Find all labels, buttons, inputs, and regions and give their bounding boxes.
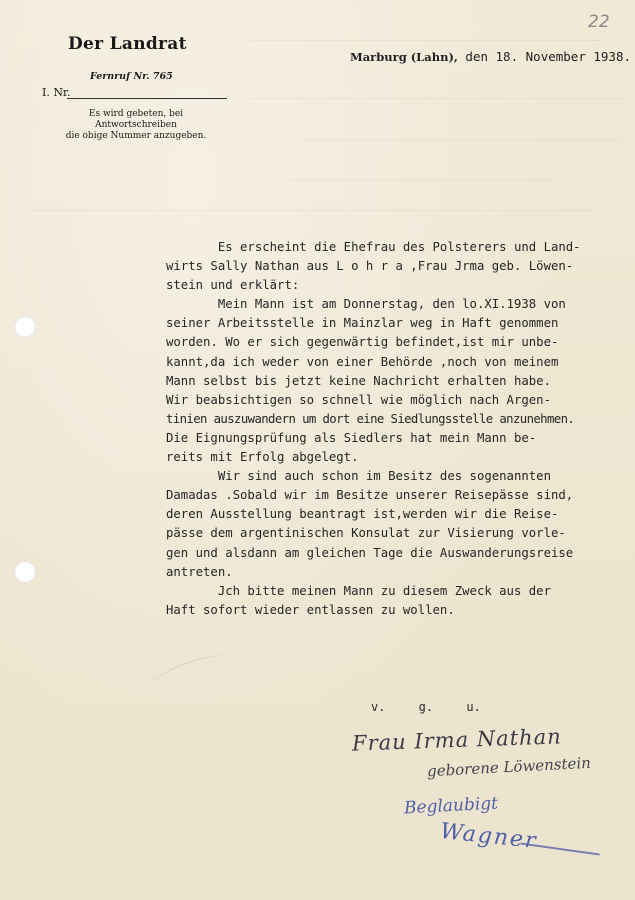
- pencil-mark: [149, 649, 231, 696]
- letterhead-title: Der Landrat: [68, 34, 187, 54]
- body-line: tinien auszuwandern um dort eine Siedlungsstelle anzunehmen.: [166, 411, 575, 426]
- body-line: wirts Sally Nathan aus L o h r a ,Frau Jrma geb. Löwen-: [166, 259, 574, 274]
- body-line: pässe dem argentinischen Konsulat zur Visierung vorle-: [166, 526, 566, 541]
- official-signature: Wagner: [438, 818, 539, 855]
- body-line: Wir sind auch schon im Besitz des sogenannten: [166, 469, 551, 484]
- letterhead-phone: Fernruf Nr. 765: [90, 71, 173, 82]
- body-line: worden. Wo er sich gegenwärtig befindet,ist mir unbe-: [166, 335, 559, 350]
- dateline-place: Marburg (Lahn),: [350, 50, 458, 64]
- body-line: Haft sofort wieder entlassen zu wollen.: [166, 602, 455, 617]
- body-line: kannt,da ich weder von einer Behörde ,noch von meinem: [166, 354, 559, 369]
- statement-body: [166, 238, 618, 620]
- dateline-date: den 18. November 1938.: [457, 49, 631, 64]
- page-number: 22: [588, 12, 610, 32]
- body-line: seiner Arbeitsstelle in Mainzlar weg in Haft genommen: [166, 316, 559, 331]
- body-line: Jch bitte meinen Mann zu diesem Zweck aus der: [166, 583, 551, 598]
- body-line: gen und alsdann am gleichen Tage die Auswanderungsreise: [166, 545, 574, 560]
- closing-vgu: v. g. u.: [371, 700, 481, 714]
- punch-hole-top: [14, 316, 36, 338]
- letterhead-note-line: Es wird gebeten, bei Antwortschreiben: [88, 109, 184, 130]
- body-line: Es erscheint die Ehefrau des Polsterers und Land-: [166, 240, 581, 254]
- dateline: [350, 49, 631, 64]
- body-line: Wir beabsichtigen so schnell wie möglich nach Argen-: [166, 392, 551, 407]
- certification-note: Beglaubigt: [403, 793, 499, 819]
- letterhead-note: [50, 109, 222, 142]
- body-line: reits mit Erfolg abgelegt.: [166, 450, 359, 465]
- body-line: antreten.: [166, 564, 233, 579]
- body-line: stein und erklärt:: [166, 278, 300, 293]
- reference-line: [67, 98, 227, 99]
- body-line: Die Eignungsprüfung als Siedlers hat mein Mann be-: [166, 430, 537, 445]
- body-line: Damadas .Sobald wir im Besitze unserer Reisepässe sind,: [166, 488, 574, 503]
- signature-name: Frau Irma Nathan: [351, 724, 563, 756]
- letterhead-reference-number: I. Nr.: [42, 86, 71, 99]
- body-line: Mann selbst bis jetzt keine Nachricht erhalten habe.: [166, 373, 551, 388]
- body-line: deren Ausstellung beantragt ist,werden wir die Reise-: [166, 507, 559, 522]
- signature-birth-name: geborene Löwenstein: [426, 753, 592, 781]
- punch-hole-bottom: [14, 561, 36, 583]
- body-line: Mein Mann ist am Donnerstag, den lo.XI.1938 von: [166, 297, 566, 312]
- letterhead-note-line: die obige Nummer anzugeben.: [65, 131, 207, 141]
